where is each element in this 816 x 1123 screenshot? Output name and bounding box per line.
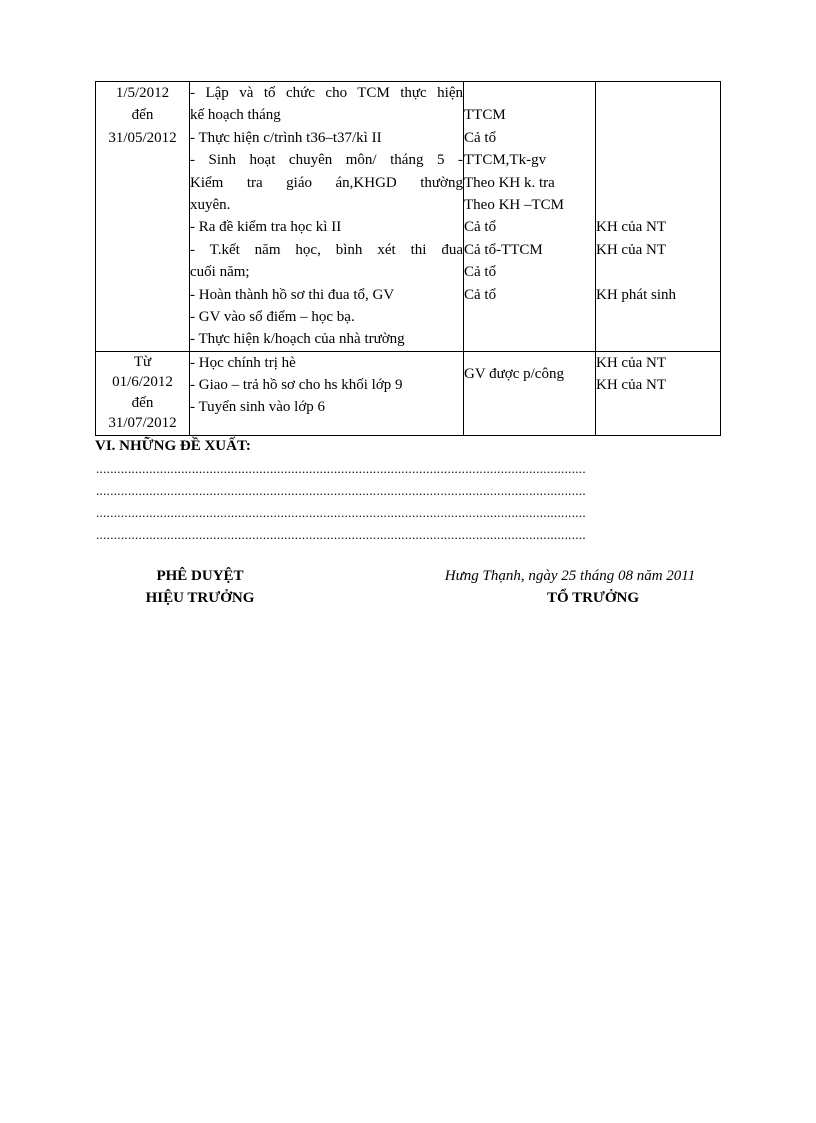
task-line: - Thực hiện c/trình t36–t37/kì II (190, 129, 382, 146)
time-line: đến (131, 107, 154, 124)
task-line: Kiểm tra giáo án,KHGD thường (190, 174, 463, 191)
time-line: 1/5/2012 (115, 85, 170, 101)
time-line: đến (131, 394, 154, 411)
note-line (596, 82, 720, 104)
note-line (596, 149, 720, 171)
note-line (596, 172, 720, 194)
note-line: KH của NT (596, 219, 666, 236)
task-line: - Lập và tổ chức cho TCM thực hiện (190, 85, 463, 101)
leader-signature-block (420, 565, 720, 609)
time-line: 31/05/2012 (108, 129, 177, 146)
task-cell (190, 82, 464, 352)
responsible-line: GV được p/công (464, 365, 564, 382)
approval-label: PHÊ DUYỆT (156, 568, 244, 584)
note-line (596, 261, 720, 283)
team-leader-label: TỔ TRƯỞNG (546, 590, 640, 606)
note-cell (596, 82, 721, 352)
table-row (96, 82, 721, 352)
note-line: KH của NT (596, 377, 666, 394)
responsible-cell (464, 82, 596, 352)
responsible-line: Cả tổ-TTCM (464, 241, 543, 258)
task-line: - Học chính trị hè (190, 354, 296, 371)
task-line: - Sinh hoạt chuyên môn/ tháng 5 - (190, 152, 463, 169)
responsible-line: Cả tổ (464, 286, 497, 303)
task-line: - Ra đề kiểm tra học kì II (190, 219, 342, 236)
responsible-line: Cả tổ (464, 129, 497, 146)
time-cell (96, 351, 190, 435)
time-line: 01/6/2012 (112, 374, 173, 391)
task-line: - Tuyển sinh vào lớp 6 (190, 399, 326, 416)
time-line: Từ (133, 353, 152, 370)
responsible-line: TTCM (464, 107, 506, 124)
dotted-line: .......................................................................................................................................... (96, 527, 586, 542)
plan-table (95, 81, 721, 436)
task-line: - Thực hiện k/hoạch của nhà trường (190, 331, 405, 348)
time-cell (96, 82, 190, 352)
task-line: kế hoạch tháng (190, 107, 281, 124)
note-cell (596, 351, 721, 435)
note-line: KH của NT (596, 241, 666, 258)
note-line (596, 127, 720, 149)
time-line: 31/07/2012 (108, 415, 177, 432)
approval-signature-block (130, 565, 270, 609)
task-cell (190, 351, 464, 435)
place-date: Hưng Thạnh, ngày 25 tháng 08 năm 2011 (444, 568, 696, 584)
responsible-line: TTCM,Tk-gv (464, 152, 547, 169)
responsible-line (464, 82, 595, 104)
task-line: xuyên. (190, 196, 231, 213)
task-line: - Giao – trả hồ sơ cho hs khối lớp 9 (190, 377, 403, 394)
dotted-line: .......................................................................................................................................... (96, 483, 586, 498)
responsible-cell (464, 351, 596, 435)
task-line: - GV vào sổ điểm – học bạ. (190, 308, 355, 325)
responsible-line (464, 352, 595, 363)
responsible-line: Cả tổ (464, 219, 497, 236)
table-row (96, 351, 721, 435)
task-line: - Hoàn thành hồ sơ thi đua tổ, GV (190, 286, 395, 303)
responsible-line: Theo KH –TCM (464, 196, 564, 213)
dotted-line: .......................................................................................................................................... (96, 461, 586, 476)
task-line: cuối năm; (190, 264, 250, 281)
responsible-line: Cả tổ (464, 264, 497, 281)
principal-label: HIỆU TRƯỞNG (145, 590, 255, 606)
note-line: KH phát sinh (596, 286, 676, 303)
note-line (596, 104, 720, 126)
task-line: - T.kết năm học, bình xét thi đua (190, 241, 463, 258)
note-line: KH của NT (596, 354, 666, 371)
proposals-heading: VI. NHỮNG ĐỀ XUẤT: (95, 438, 251, 454)
responsible-line: Theo KH k. tra (464, 174, 555, 191)
note-line (596, 194, 720, 216)
dotted-line: .......................................................................................................................................... (96, 505, 586, 520)
